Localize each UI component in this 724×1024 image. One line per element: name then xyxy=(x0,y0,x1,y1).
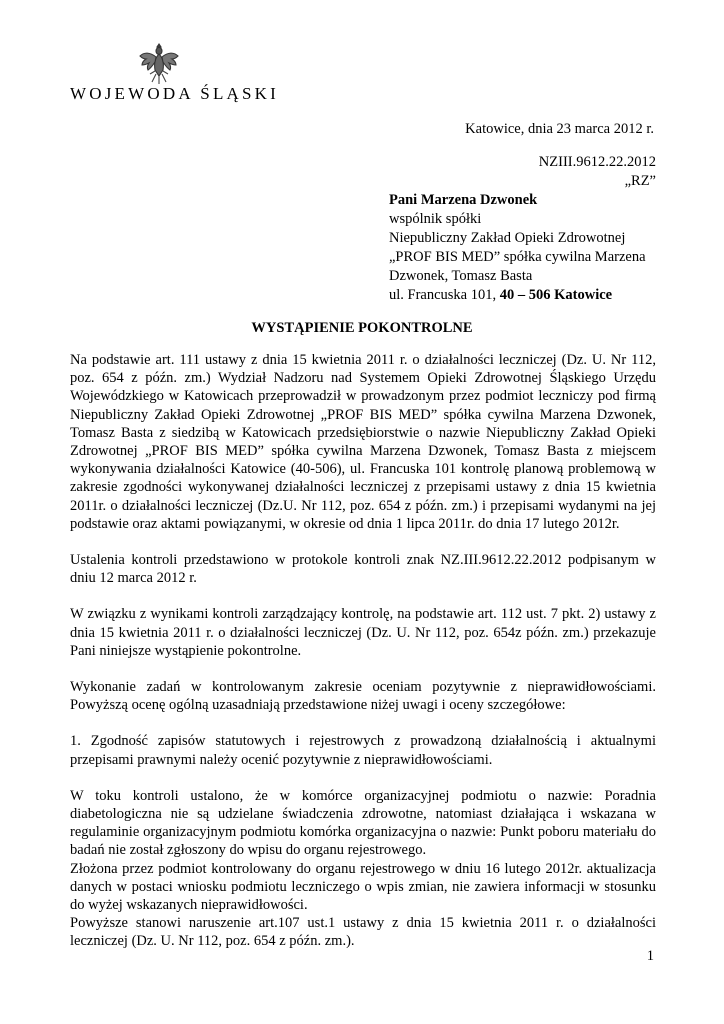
polish-eagle-emblem-icon xyxy=(138,40,180,86)
issuing-office: WOJEWODA ŚLĄSKI xyxy=(70,84,280,103)
recipient-line: „PROF BIS MED” spółka cywilna Marzena xyxy=(389,249,646,265)
body-paragraph: Na podstawie art. 111 ustawy z dnia 15 kwietnia 2011 r. o działalności leczniczej (Dz. U. Nr 112, poz. 654 z późn. zm.) Wydział Nadzoru nad Systemem Opieki Zdrowotnej Śląskiego Urzędu Wojewódzkiego w Katowicach przeprowadził w prowadzonym przez podmiot leczniczy pod firmą Niepubliczny Zakład Opieki Zdrowotnej „PROF BIS MED” spółka cywilna Marzena Dzwonek, Tomasz Basta z siedzibą w Katowicach przedsiębiorstwie o nazwie Niepubliczny Zakład Opieki Zdrowotnej „PROF BIS MED” spółka cywilna Marzena Dzwonek, Tomasz Basta z miejscem wykonywania działalności Katowice (40-506), ul. Francuska 101 kontrolę planową problemową w zakresie zgodności wykonywanej działalności leczniczej z przepisami ustawy z dnia 15 kwietnia 2011r. o działalności leczniczej (Dz.U. Nr 112, poz. 654 z późn. zm.) i przepisami wydanymi na jej podstawie oraz aktami powiązanymi, w okresie od dnia 1 lipca 2011r. do dnia 17 lutego 2012r. xyxy=(70,352,656,532)
recipient-city: 40 – 506 Katowice xyxy=(499,287,613,303)
recipient-line: Dzwonek, Tomasz Basta xyxy=(389,268,533,284)
page-number: 1 xyxy=(646,948,654,964)
body-paragraph: Ustalenia kontroli przedstawiono w protokole kontroli znak NZ.III.9612.22.2012 podpisanym w dniu 12 marca 2012 r. xyxy=(70,552,656,587)
recipient-street: ul. Francuska 101, xyxy=(389,287,500,303)
body-paragraph: Wykonanie zadań w kontrolowanym zakresie oceniam pozytywnie z nieprawidłowościami. Powyższą ocenę ogólną uzasadniają przedstawione niżej uwagi i oceny szczegółowe: xyxy=(70,679,656,714)
body-paragraph: 1. Zgodność zapisów statutowych i rejestrowych z prowadzoną działalnością i aktualnymi przepisami prawnymi należy ocenić pozytywnie z nieprawidłowościami. xyxy=(70,733,656,768)
body-paragraph: W toku kontroli ustalono, że w komórce organizacyjnej podmiotu o nazwie: Poradnia diabetologiczna nie są udzielane świadczenia zdrowotne, natomiast działająca i wskazana w regulaminie organizacyjnym podmiotu komórka organizacyjna o nazwie: Punkt poboru materiału do badań nie został zgłoszony do wpisu do organu rejestrowego. xyxy=(70,787,656,859)
reference-block xyxy=(539,153,656,191)
body-paragraph: W związku z wynikami kontroli zarządzający kontrolę, na podstawie art. 112 ust. 7 pkt. 2) ustawy z dnia 15 kwietnia 2011 r. o działalności leczniczej (Dz. U. Nr 112, poz. 654z późn. zm.) przekazuje Pani niniejsze wystąpienie pokontrolne. xyxy=(70,606,656,659)
document-body xyxy=(70,351,656,951)
recipient-line: wspólnik spółki xyxy=(389,211,482,227)
document-title: WYSTĄPIENIE POKONTROLNE xyxy=(251,320,473,336)
recipient-address xyxy=(389,286,659,305)
reference-mark: „RZ” xyxy=(624,173,656,189)
body-paragraph: Złożona przez podmiot kontrolowany do organu rejestrowego w dniu 16 lutego 2012r. aktualizacja danych w postaci wniosku podmiotu leczniczego o wpis zmian, nie zawiera informacji w stosunku do wyżej wskazanych nieprawidłowości. xyxy=(70,860,656,914)
recipient-block xyxy=(389,191,659,305)
reference-number: NZIII.9612.22.2012 xyxy=(538,154,656,170)
recipient-line: Niepubliczny Zakład Opieki Zdrowotnej xyxy=(389,230,626,246)
body-paragraph: Powyższe stanowi naruszenie art.107 ust.1 ustawy z dnia 15 kwietnia 2011 r. o działalności leczniczej (Dz. U. Nr 112, poz. 654 z późn. zm.). xyxy=(70,915,656,950)
recipient-name: Pani Marzena Dzwonek xyxy=(389,192,538,208)
date-line: Katowice, dnia 23 marca 2012 r. xyxy=(465,121,654,137)
